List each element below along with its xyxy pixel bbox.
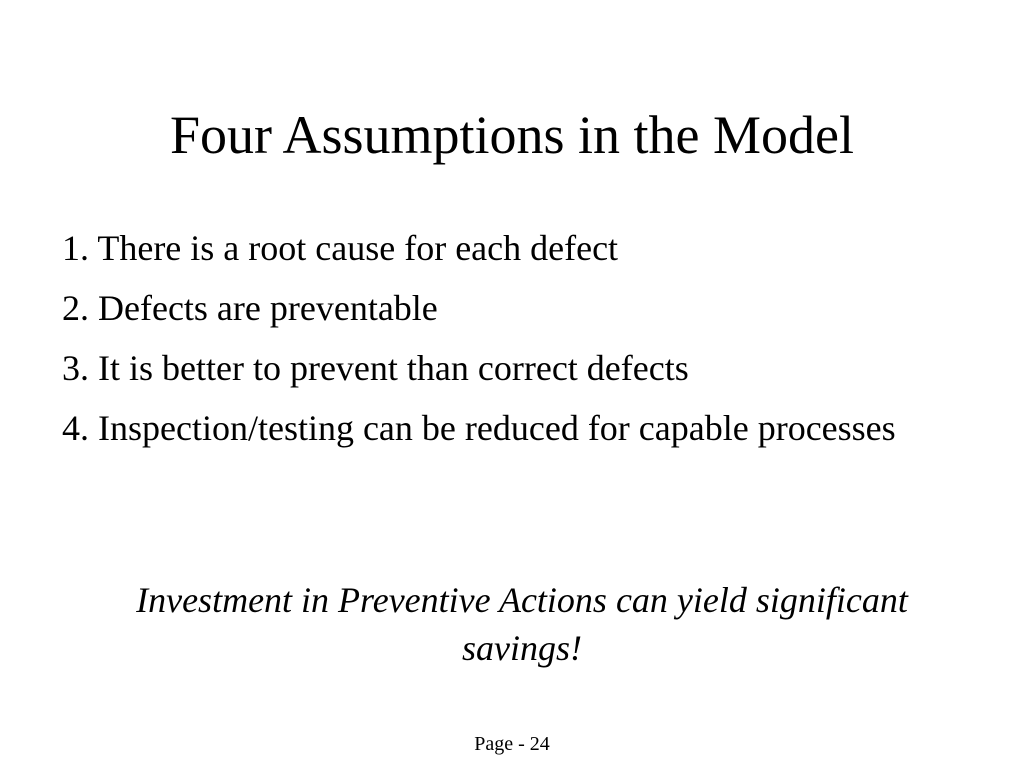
assumption-item-3: 3. It is better to prevent than correct defects [62,348,689,388]
slide-title: Four Assumptions in the Model [169,105,855,165]
assumption-list [62,226,982,466]
assumption-item-2: 2. Defects are preventable [62,288,438,328]
assumption-item-4: 4. Inspection/testing can be reduced for capable processes [62,408,896,448]
savings-note: Investment in Preventive Actions can yield significant savings! [136,580,908,668]
page-number: Page - 24 [474,733,550,755]
assumption-item-1: 1. There is a root cause for each defect [62,228,619,268]
